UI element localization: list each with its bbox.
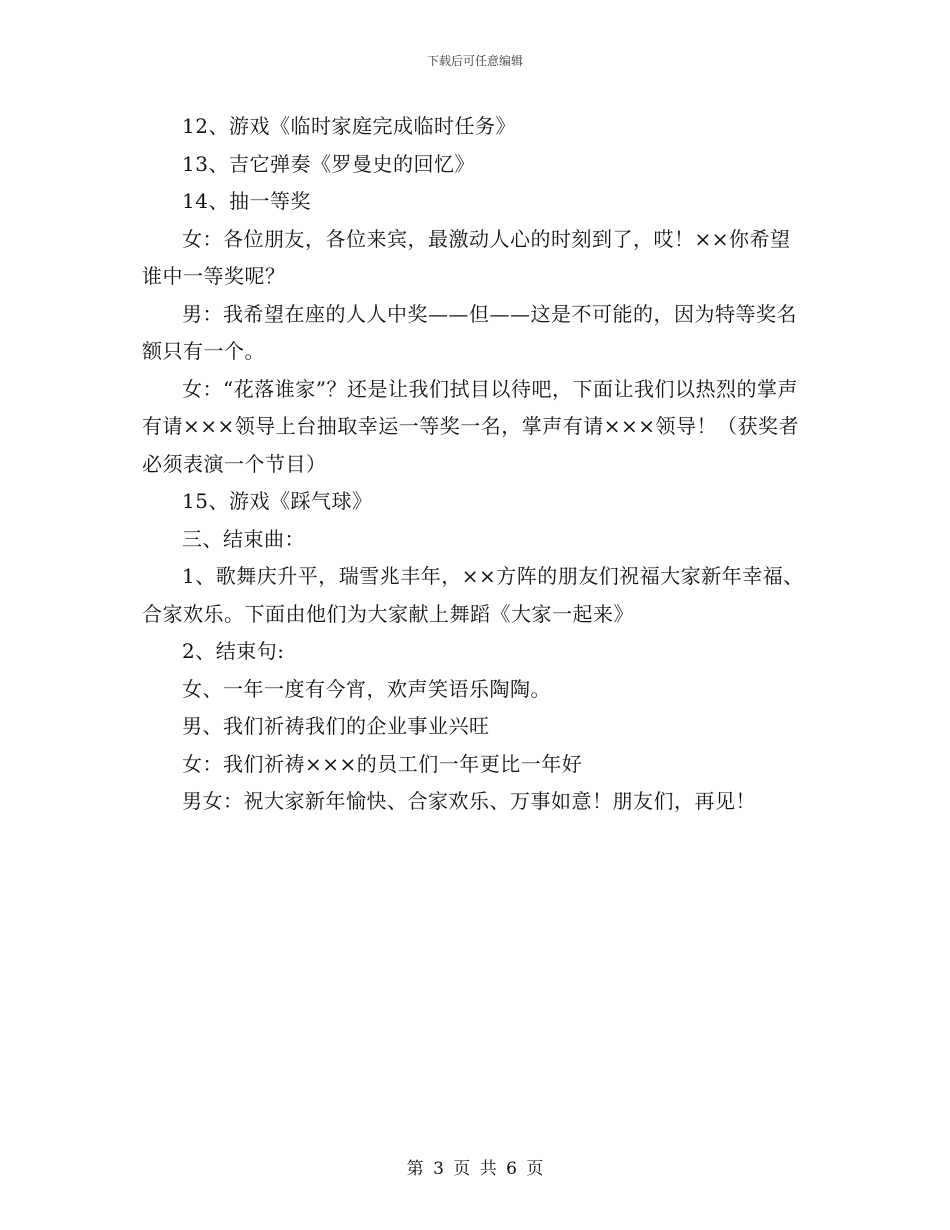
paragraph-dialogue-male-1: 男：我希望在座的人人中奖——但——这是不可能的，因为特等奖名额只有一个。 — [142, 301, 797, 363]
paragraph-dialogue-female-4: 女：我们祈祷×××的员工们一年更比一年好 — [182, 751, 583, 776]
page-footer: 第 3 页 共 6 页 — [406, 1159, 544, 1179]
paragraph-dialogue-both: 男女：祝大家新年愉快、合家欢乐、万事如意！朋友们，再见！ — [182, 789, 756, 813]
page-header: 下载后可任意编辑 — [426, 54, 523, 68]
document-body — [142, 108, 808, 821]
paragraph-dialogue-male-2: 男、我们祈祷我们的企业事业兴旺 — [182, 714, 490, 738]
paragraph-closing-1: 1、歌舞庆升平，瑞雪兆丰年，××方阵的朋友们祝福大家新年幸福、合家欢乐。下面由他们为大家献上舞蹈《大家一起来》 — [142, 564, 804, 626]
paragraph-closing-2: 2、结束句: — [182, 639, 285, 663]
paragraph-dialogue-female-3: 女、一年一度有今宵，欢声笑语乐陶陶。 — [182, 676, 551, 701]
paragraph-item-14: 14、抽一等奖 — [182, 189, 311, 213]
paragraph-item-12: 12、游戏《临时家庭完成临时任务》 — [182, 114, 516, 138]
paragraph-item-15: 15、游戏《踩气球》 — [182, 489, 373, 513]
paragraph-dialogue-female-2: 女：“花落谁家”？还是让我们拭目以待吧，下面让我们以热烈的掌声有请×××领导上台抽取幸运一等奖一名，掌声有请×××领导！（获奖者必须表演一个节目） — [142, 376, 800, 476]
section-heading-closing: 三、结束曲： — [182, 526, 305, 551]
paragraph-item-13: 13、吉它弹奏《罗曼史的回忆》 — [182, 151, 475, 176]
paragraph-dialogue-female-1: 女：各位朋友，各位来宾，最激动人心的时刻到了，哎！××你希望谁中一等奖呢？ — [142, 226, 791, 288]
